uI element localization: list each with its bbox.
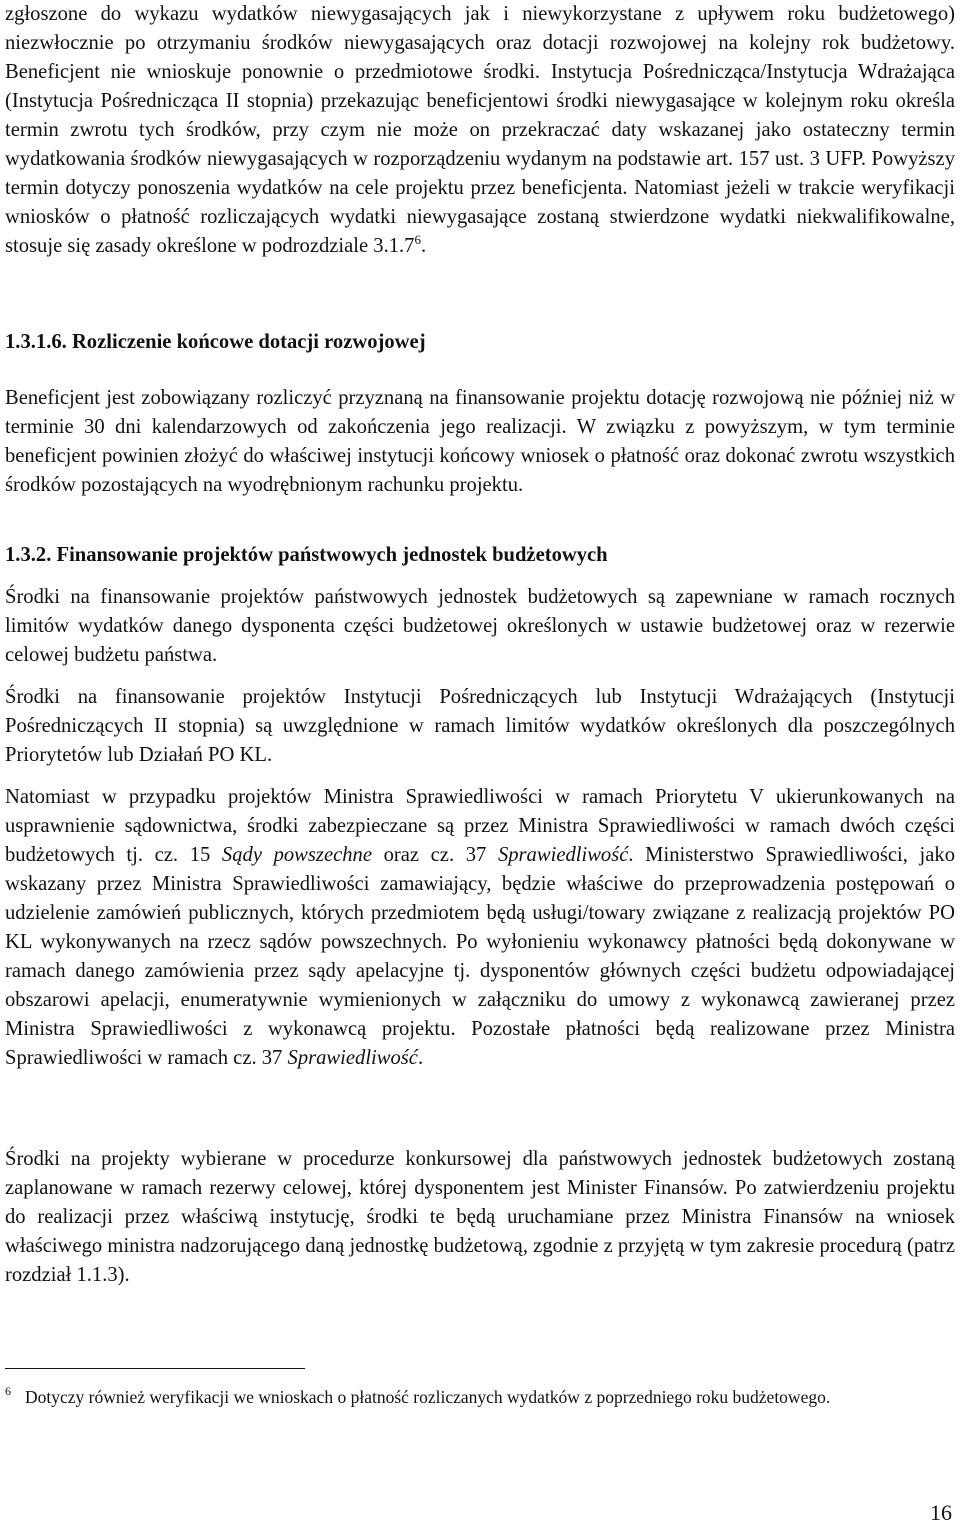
italic-term: Sprawiedliwość [497, 844, 629, 866]
paragraph-text: oraz cz. 37 [371, 844, 498, 866]
paragraph-text: . [417, 1047, 424, 1069]
footnote-divider [5, 1368, 305, 1369]
section-heading-1-3-2 [5, 541, 955, 570]
section-title: Rozliczenie końcowe dotacji rozwojowej [71, 331, 426, 353]
paragraph-text-end: . [420, 235, 427, 257]
section-title: Finansowanie projektów państwowych jednostek budżetowych [56, 544, 608, 566]
paragraph-niewygasajace [5, 0, 955, 261]
footnote-text: Dotyczy również weryfikacji we wnioskach o płatność rozliczanych wydatków z poprzedniego roku budżetowego. [25, 1387, 831, 1407]
paragraph-ministra-sprawiedliwosci [5, 783, 955, 1073]
footnote-mark: 6 [5, 1384, 11, 1398]
section-number: 1.3.1.6. [5, 331, 67, 353]
italic-term: Sądy powszechne [221, 844, 372, 866]
paragraph-srodki-limity: Środki na finansowanie projektów państwowych jednostek budżetowych są zapewniane w ramach rocznych limitów wydatków danego dysponenta części budżetowej określonych w ustawie budżetowej oraz w rezerwie celowej budżetu państwa. [5, 586, 955, 666]
section-heading-1-3-1-6 [5, 328, 955, 357]
paragraph-srodki-instytucje: Środki na finansowanie projektów Instytucji Pośredniczących lub Instytucji Wdrażających (Instytucji Pośredniczących II stopnia) są uwzględnione w ramach limitów wydatków określonych dla poszczególnych Priorytetów lub Działań PO KL. [5, 686, 955, 766]
paragraph-procedura-konkursowa: Środki na projekty wybierane w procedurze konkursowej dla państwowych jednostek budżetowych zostaną zaplanowane w ramach rezerwy celowej, której dysponentem jest Minister Finansów. Po zatwierdzeniu projektu do realizacji przez właściwą instytucję, środki te będą uruchamiane przez Ministra Finansów na wniosek właściwego ministra nadzorującego daną jednostkę budżetową, zgodnie z przyjętą w tym zakresie procedurą (patrz rozdział 1.1.3). [5, 1148, 955, 1286]
footnote-reference[interactable]: 6 [414, 232, 421, 247]
section-number: 1.3.2. [5, 544, 52, 566]
paragraph-text: . Ministerstwo Sprawiedliwości, jako wskazany przez Ministra Sprawiedliwości zamawiający, będzie właściwe do przeprowadzenia postępowań o udzielenie zamówień publicznych, których przedmiotem będą usługi/towary związane z realizacją projektów PO KL wykonywanych na rzecz sądów powszechnych. Po wyłonieniu wykonawcy płatności będą dokonywane w ramach danego zamówienia przez sądy apelacyjne tj. dysponentów głównych części budżetu odpowiadającej obszarowi apelacji, enumeratywnie wymienionych w załączniku do umowy z wykonawcą zawieranej przez Ministra Sprawiedliwości z wykonawcą projektu. Pozostałe płatności będą realizowane przez Ministra Sprawiedliwości w ramach cz. 37 [5, 844, 955, 1069]
paragraph-text: zgłoszone do wykazu wydatków niewygasających jak i niewykorzystane z upływem roku budżetowego) niezwłocznie po otrzymaniu środków niewygasających oraz dotacji rozwojowej na kolejny rok budżetowy. Beneficjent nie wnioskuje ponownie o przedmiotowe środki. Instytucja Pośrednicząca/Instytucja Wdrażająca (Instytucja Pośrednicząca II stopnia) przekazując beneficjentowi środki niewygasające w kolejnym roku określa termin zwrotu tych środków, przy czym nie może on przekraczać daty wskazanej jako ostateczny termin wydatkowania środków niewygasających w rozporządzeniu wydanym na podstawie art. 157 ust. 3 UFP. Powyższy termin dotyczy ponoszenia wydatków na cele projektu przez beneficjenta. Natomiast jeżeli w trakcie weryfikacji wniosków o płatność rozliczających wydatki niewygasające zostaną stwierdzone wydatki niekwalifikowalne, stosuje się zasady określone w podrozdziale 3.1.7 [5, 3, 955, 257]
page-number: 16 [930, 1500, 952, 1525]
italic-term: Sprawiedliwość [287, 1047, 418, 1069]
paragraph-rozliczenie: Beneficjent jest zobowiązany rozliczyć przyznaną na finansowanie projektu dotację rozwojową nie później niż w terminie 30 dni kalendarzowych od zakończenia jego realizacji. W związku z powyższym, w tym terminie beneficjent powinien złożyć do właściwej instytucji końcowy wniosek o płatność oraz dokonać zwrotu wszystkich środków pozostających na wyodrębnionym rachunku projektu. [5, 387, 955, 496]
footnote [5, 1384, 955, 1410]
paragraph-text: Natomiast w przypadku projektów Ministra Sprawiedliwości w ramach Priorytetu V ukierunkowanych na usprawnienie sądownictwa, środki zabezpieczane są przez Ministra Sprawiedliwości w ramach dwóch części budżetowych tj. cz. 15 [5, 786, 955, 866]
